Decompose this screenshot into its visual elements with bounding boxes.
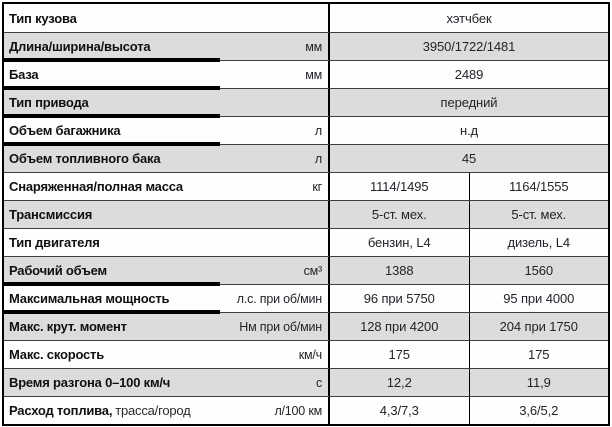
spec-unit: км/ч	[298, 347, 322, 362]
spec-label: Трансмиссия	[9, 207, 93, 222]
spec-value-petrol: 12,2	[330, 369, 470, 396]
spec-value-petrol: 1388	[330, 257, 470, 284]
spec-unit: кг	[312, 179, 322, 194]
spec-value-petrol: 4,3/7,3	[330, 397, 470, 424]
spec-label-cell	[4, 61, 330, 88]
table-row	[4, 4, 608, 32]
spec-label: Рабочий объем	[9, 263, 107, 278]
spec-label: Тип двигателя	[9, 235, 100, 250]
spec-unit: Нм при об/мин	[239, 319, 322, 334]
spec-label-cell	[4, 229, 330, 256]
spec-label: База	[9, 67, 39, 82]
spec-unit: мм	[305, 39, 322, 54]
spec-value-diesel: 3,6/5,2	[519, 403, 559, 418]
spec-value-petrol: 175	[330, 341, 470, 368]
spec-label-suffix: трасса/город	[115, 403, 191, 418]
spec-label-cell	[4, 201, 330, 228]
spec-label-cell	[4, 145, 330, 172]
spec-label: Максимальная мощность	[9, 291, 170, 306]
spec-label-main: Расход топлива,	[9, 403, 113, 418]
spec-label: Объем багажника	[9, 123, 121, 138]
spec-unit: с	[315, 375, 322, 390]
spec-label: Объем топливного бака	[9, 151, 161, 166]
spec-value-diesel: 1164/1555	[508, 179, 569, 194]
spec-label-cell	[4, 285, 330, 312]
specs-table	[2, 2, 610, 426]
table-row	[4, 116, 608, 144]
spec-value-petrol: бензин, L4	[330, 229, 470, 256]
spec-label: Время разгона 0–100 км/ч	[9, 375, 171, 390]
table-row	[4, 284, 608, 312]
spec-unit: л	[314, 123, 322, 138]
table-row	[4, 200, 608, 228]
spec-value-diesel: 95 при 4000	[503, 291, 575, 306]
spec-unit: л.с. при об/мин	[236, 291, 322, 306]
spec-unit: см³	[303, 263, 322, 278]
table-row	[4, 88, 608, 116]
spec-value: 2489	[454, 67, 484, 82]
spec-value: передний	[440, 95, 498, 110]
table-row	[4, 396, 608, 424]
table-row	[4, 144, 608, 172]
table-row	[4, 340, 608, 368]
spec-label: Макс. скорость	[9, 347, 105, 362]
spec-label-cell	[4, 313, 330, 340]
spec-value-petrol: 96 при 5750	[330, 285, 470, 312]
spec-label: Макс. крут. момент	[9, 319, 127, 334]
table-row	[4, 228, 608, 256]
table-row	[4, 312, 608, 340]
spec-value-diesel: 1560	[524, 263, 554, 278]
spec-label-cell	[4, 341, 330, 368]
spec-value-diesel: дизель, L4	[507, 235, 570, 250]
spec-label-cell	[4, 397, 330, 424]
spec-label: Тип привода	[9, 95, 89, 110]
spec-label	[9, 403, 191, 418]
spec-value-diesel: 5-ст. мех.	[511, 207, 567, 222]
spec-value-diesel: 175	[528, 347, 550, 362]
spec-value-petrol: 128 при 4200	[330, 313, 470, 340]
spec-value: 3950/1722/1481	[422, 39, 516, 54]
spec-value-diesel: 11,9	[526, 375, 551, 390]
spec-unit: л/100 км	[274, 403, 322, 418]
table-row	[4, 256, 608, 284]
spec-label: Длина/ширина/высота	[9, 39, 151, 54]
spec-label-cell	[4, 257, 330, 284]
spec-value: н.д	[459, 123, 479, 138]
spec-label-cell	[4, 89, 330, 116]
spec-label-cell	[4, 117, 330, 144]
spec-label: Тип кузова	[9, 10, 77, 26]
table-row	[4, 172, 608, 200]
spec-value: 45	[461, 151, 477, 166]
spec-value: хэтчбек	[446, 10, 492, 26]
table-row	[4, 60, 608, 88]
spec-label-cell	[4, 4, 330, 32]
table-row	[4, 32, 608, 60]
spec-unit: мм	[305, 67, 322, 82]
spec-label-cell	[4, 369, 330, 396]
table-row	[4, 368, 608, 396]
spec-label-cell	[4, 33, 330, 60]
spec-value-petrol: 1114/1495	[330, 173, 470, 200]
spec-unit: л	[314, 151, 322, 166]
spec-value-diesel: 204 при 1750	[499, 319, 578, 334]
spec-label-cell	[4, 173, 330, 200]
spec-label: Снаряженная/полная масса	[9, 179, 183, 194]
spec-value-petrol: 5-ст. мех.	[330, 201, 470, 228]
